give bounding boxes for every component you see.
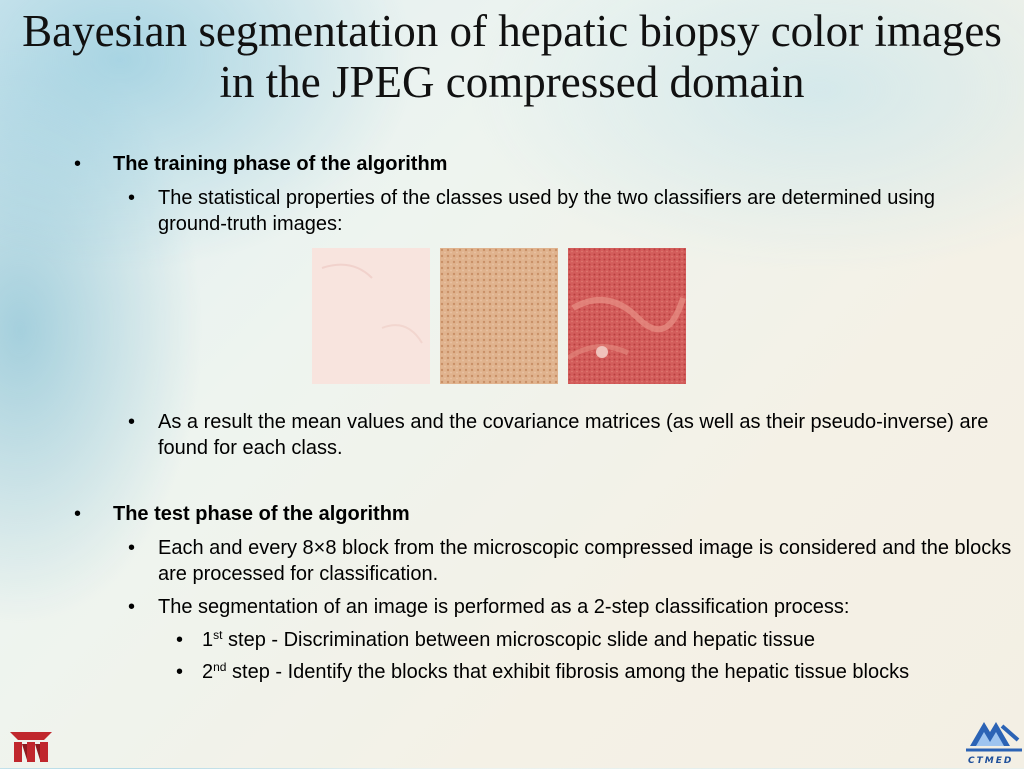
step-1-text: step - Discrimination between microscopic slide and hepatic tissue [222,629,815,651]
bullet-dot: • [128,596,136,618]
test-heading: The test phase of the algorithm [113,503,410,525]
slide-background-image [312,248,430,384]
hepatic-tissue-image [440,248,558,384]
step-2-number: 2 [202,661,214,683]
university-logo [8,730,54,769]
step-2-suffix: nd [213,660,227,674]
ctmed-logo [966,716,1022,766]
step-2 [202,659,1017,685]
test-item-2: The segmentation of an image is performed as a 2-step classification process: [158,596,850,618]
training-item-1: The statistical properties of the classes used by the two classifiers are determined using ground-truth images: [158,187,936,235]
step-1-number: 1 [202,629,214,651]
fibrosis-tissue-image [568,248,686,384]
step-1 [202,627,1012,653]
bullet-dot: • [128,411,136,433]
training-heading: The training phase of the algorithm [113,153,448,175]
bullet-dot: • [176,629,184,651]
slide-title: Bayesian segmentation of hepatic biopsy color images in the JPEG compressed domain [22,6,1002,107]
bullet-dot: • [74,503,82,525]
bullet-dot: • [128,187,136,209]
training-item-2: As a result the mean values and the covariance matrices (as well as their pseudo-inverse) are found for each class. [158,411,989,459]
bullet-dot: • [128,537,136,559]
ctmed-label: CTMED [968,756,1014,766]
bullet-dot: • [176,661,184,683]
step-1-suffix: st [213,628,223,642]
test-item-1: Each and every 8×8 block from the microscopic compressed image is considered and the blocks are processed for classification. [158,537,1012,585]
bullet-dot: • [74,153,82,175]
step-2-text: step - Identify the blocks that exhibit fibrosis among the hepatic tissue blocks [226,661,910,683]
